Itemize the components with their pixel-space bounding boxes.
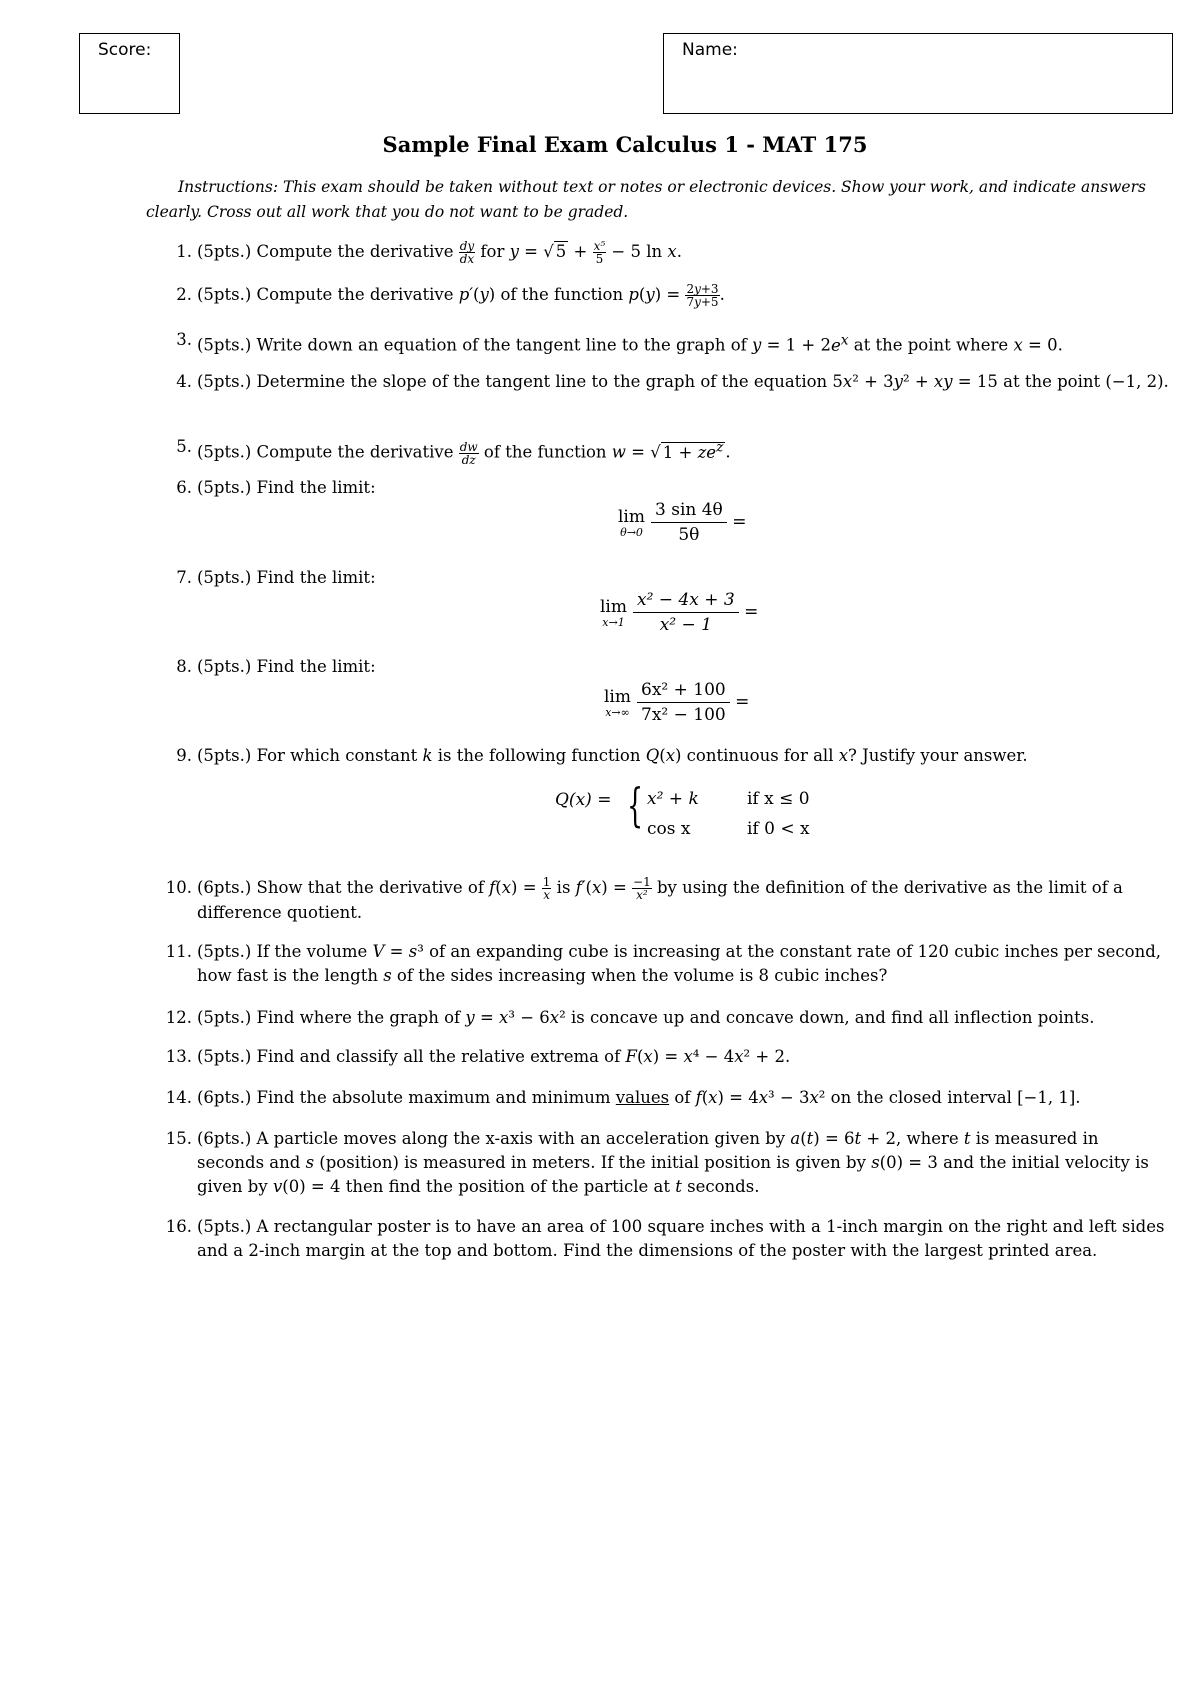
limit-q6: lim θ→0 $\frac{3 \sin 4\theta}{5\theta}$ = xyxy=(618,500,747,545)
piecewise-function: Q(x) = { x² + k if x ≤ 0 cos x if 0 < x xyxy=(555,778,810,839)
question-8: 8. (5pts.) Find the limit: xyxy=(176,657,376,676)
question-11: 11. (5pts.) If the volume V = s³ of an expanding cube is increasing at the constant rate of 120 cubic inches per second, how fast is the length s of the sides increasing when the volume is 8 cubic inches? xyxy=(165,942,1162,985)
question-14: 14. (6pts.) Find the absolute maximum and minimum values of f(x) = 4x³ − 3x² on the closed interval [−1, 1]. xyxy=(165,1088,1081,1107)
name-label: Name: xyxy=(682,40,738,60)
limit-q7: lim x→1 $\frac{\text{x² − 4x + 3}}{\text{x² − 1}}$ = xyxy=(600,590,759,635)
question-5: 5. (5pts.) Compute the derivative $\frac{dw}{dz}$ of the function w = √ $1 + ze^z$ . xyxy=(176,437,731,467)
question-9: 9. (5pts.) For which constant k is the following function Q(x) continuous for all x? Justify your answer. xyxy=(176,746,1028,765)
question-1: 1. (5pts.) Compute the derivative $\frac{dy}{dx}$ for y = √ 5 + $\frac{\text{x⁵}}{5}$ − 5 ln x. xyxy=(176,239,682,266)
question-2: 2. (5pts.) Compute the derivative p′(y) of the function p(y) = $\frac{2y+3}{7y+5}$ . xyxy=(176,282,725,309)
question-10: 10. (6pts.) Show that the derivative of f(x) = $\frac{1}{x}$ is f′(x) = $\frac{-1}{\text{x²}}$ by using the definition of the derivative as the limit of a difference quotient. xyxy=(165,875,1123,922)
instructions-label: Instructions: xyxy=(178,178,279,196)
question-3: 3. (5pts.) Write down an equation of the tangent line to the graph of $y = 1 + 2e^x$ at the point where x = 0. xyxy=(176,330,1063,355)
question-4: 4. (5pts.) Determine the slope of the tangent line to the graph of the equation 5x² + 3y² + xy = 15 at the point (−1, 2). xyxy=(176,372,1169,391)
question-12: 12. (5pts.) Find where the graph of y = x³ − 6x² is concave up and concave down, and find all inflection points. xyxy=(165,1008,1095,1027)
question-15: 15. (6pts.) A particle moves along the x-axis with an acceleration given by a(t) = 6t + 2, where t is measured in seconds and s (position) is measured in meters. If the initial position is given by s(0) = 3 and the initial velocity is given by v(0) = 4 then find the position of the particle at t seconds. xyxy=(165,1129,1149,1196)
instructions xyxy=(146,175,1171,225)
score-box[interactable] xyxy=(79,33,180,114)
limit-q8: lim x→∞ $\frac{\text{6x² + 100}}{\text{7x² − 100}}$ = xyxy=(604,680,750,725)
question-7: 7. (5pts.) Find the limit: xyxy=(176,568,376,587)
question-6: 6. (5pts.) Find the limit: xyxy=(176,478,376,497)
instructions-text: This exam should be taken without text or notes or electronic devices. Show your work, and indicate answers clearly. Cross out all work that you do not want to be graded. xyxy=(146,178,1146,221)
exam-title: Sample Final Exam Calculus 1 - MAT 175 xyxy=(382,132,868,157)
question-13: 13. (5pts.) Find and classify all the relative extrema of F(x) = x⁴ − 4x² + 2. xyxy=(165,1047,791,1066)
name-box[interactable] xyxy=(663,33,1173,114)
question-16: 16. (5pts.) A rectangular poster is to have an area of 100 square inches with a 1-inch margin on the right and left sides and a 2-inch margin at the top and bottom. Find the dimensions of the poster with the largest printed area. xyxy=(165,1217,1165,1260)
score-label: Score: xyxy=(98,40,152,60)
